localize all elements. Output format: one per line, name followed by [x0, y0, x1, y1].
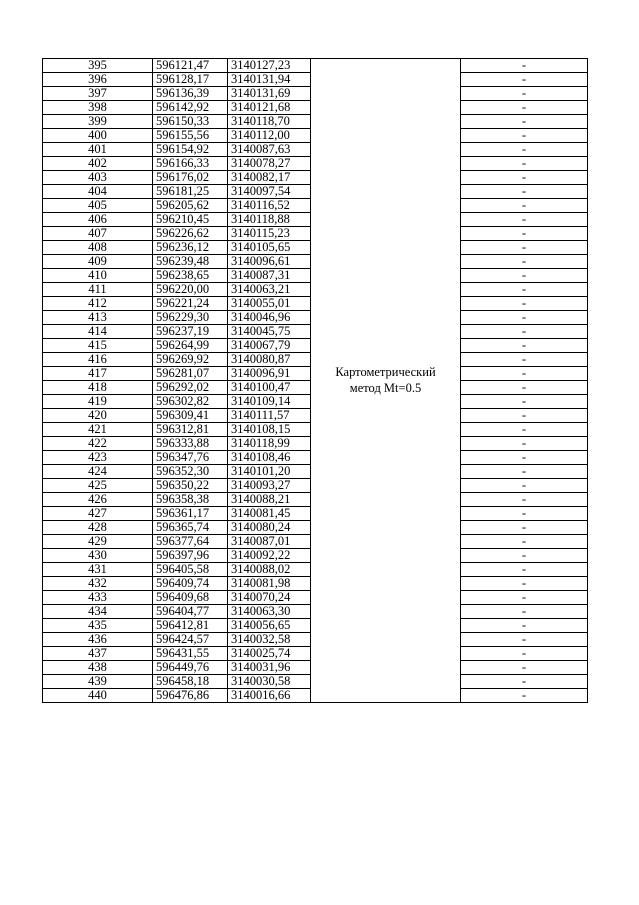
- accuracy-cell: -: [461, 269, 588, 283]
- x-coordinate-cell: 596352,30: [153, 465, 228, 479]
- y-coordinate-cell: 3140088,02: [228, 563, 311, 577]
- accuracy-cell: -: [461, 171, 588, 185]
- y-coordinate-cell: 3140087,01: [228, 535, 311, 549]
- x-coordinate-cell: 596333,88: [153, 437, 228, 451]
- x-coordinate-cell: 596281,07: [153, 367, 228, 381]
- y-coordinate-cell: 3140025,74: [228, 647, 311, 661]
- point-number-cell: 440: [43, 689, 153, 703]
- y-coordinate-cell: 3140108,15: [228, 423, 311, 437]
- x-coordinate-cell: 596154,92: [153, 143, 228, 157]
- point-number-cell: 404: [43, 185, 153, 199]
- accuracy-cell: -: [461, 437, 588, 451]
- point-number-cell: 407: [43, 227, 153, 241]
- accuracy-cell: -: [461, 311, 588, 325]
- point-number-cell: 405: [43, 199, 153, 213]
- y-coordinate-cell: 3140056,65: [228, 619, 311, 633]
- x-coordinate-cell: 596229,30: [153, 311, 228, 325]
- accuracy-cell: -: [461, 451, 588, 465]
- point-number-cell: 414: [43, 325, 153, 339]
- x-coordinate-cell: 596404,77: [153, 605, 228, 619]
- y-coordinate-cell: 3140055,01: [228, 297, 311, 311]
- point-number-cell: 406: [43, 213, 153, 227]
- x-coordinate-cell: 596166,33: [153, 157, 228, 171]
- y-coordinate-cell: 3140080,87: [228, 353, 311, 367]
- point-number-cell: 410: [43, 269, 153, 283]
- x-coordinate-cell: 596358,38: [153, 493, 228, 507]
- y-coordinate-cell: 3140063,21: [228, 283, 311, 297]
- accuracy-cell: -: [461, 339, 588, 353]
- x-coordinate-cell: 596237,19: [153, 325, 228, 339]
- x-coordinate-cell: 596238,65: [153, 269, 228, 283]
- accuracy-cell: -: [461, 563, 588, 577]
- accuracy-cell: -: [461, 423, 588, 437]
- accuracy-cell: -: [461, 157, 588, 171]
- accuracy-cell: -: [461, 115, 588, 129]
- point-number-cell: 432: [43, 577, 153, 591]
- accuracy-cell: -: [461, 353, 588, 367]
- point-number-cell: 434: [43, 605, 153, 619]
- accuracy-cell: -: [461, 633, 588, 647]
- accuracy-cell: -: [461, 129, 588, 143]
- accuracy-cell: -: [461, 59, 588, 73]
- accuracy-cell: -: [461, 395, 588, 409]
- y-coordinate-cell: 3140032,58: [228, 633, 311, 647]
- x-coordinate-cell: 596128,17: [153, 73, 228, 87]
- x-coordinate-cell: 596181,25: [153, 185, 228, 199]
- x-coordinate-cell: 596347,76: [153, 451, 228, 465]
- y-coordinate-cell: 3140105,65: [228, 241, 311, 255]
- y-coordinate-cell: 3140118,88: [228, 213, 311, 227]
- x-coordinate-cell: 596361,17: [153, 507, 228, 521]
- y-coordinate-cell: 3140127,23: [228, 59, 311, 73]
- point-number-cell: 419: [43, 395, 153, 409]
- y-coordinate-cell: 3140121,68: [228, 101, 311, 115]
- point-number-cell: 401: [43, 143, 153, 157]
- accuracy-cell: -: [461, 381, 588, 395]
- point-number-cell: 417: [43, 367, 153, 381]
- x-coordinate-cell: 596269,92: [153, 353, 228, 367]
- accuracy-cell: -: [461, 493, 588, 507]
- x-coordinate-cell: 596142,92: [153, 101, 228, 115]
- accuracy-cell: -: [461, 213, 588, 227]
- x-coordinate-cell: 596449,76: [153, 661, 228, 675]
- point-number-cell: 408: [43, 241, 153, 255]
- y-coordinate-cell: 3140067,79: [228, 339, 311, 353]
- x-coordinate-cell: 596239,48: [153, 255, 228, 269]
- point-number-cell: 403: [43, 171, 153, 185]
- y-coordinate-cell: 3140108,46: [228, 451, 311, 465]
- x-coordinate-cell: 596409,68: [153, 591, 228, 605]
- coordinates-table-body: [43, 59, 588, 703]
- point-number-cell: 399: [43, 115, 153, 129]
- x-coordinate-cell: 596264,99: [153, 339, 228, 353]
- y-coordinate-cell: 3140081,98: [228, 577, 311, 591]
- point-number-cell: 411: [43, 283, 153, 297]
- x-coordinate-cell: 596412,81: [153, 619, 228, 633]
- y-coordinate-cell: 3140080,24: [228, 521, 311, 535]
- x-coordinate-cell: 596205,62: [153, 199, 228, 213]
- point-number-cell: 422: [43, 437, 153, 451]
- accuracy-cell: -: [461, 605, 588, 619]
- y-coordinate-cell: 3140131,69: [228, 87, 311, 101]
- y-coordinate-cell: 3140116,52: [228, 199, 311, 213]
- accuracy-cell: -: [461, 409, 588, 423]
- accuracy-cell: -: [461, 549, 588, 563]
- y-coordinate-cell: 3140046,96: [228, 311, 311, 325]
- point-number-cell: 428: [43, 521, 153, 535]
- point-number-cell: 436: [43, 633, 153, 647]
- y-coordinate-cell: 3140111,57: [228, 409, 311, 423]
- y-coordinate-cell: 3140118,99: [228, 437, 311, 451]
- coordinates-table: [42, 58, 588, 703]
- y-coordinate-cell: 3140016,66: [228, 689, 311, 703]
- accuracy-cell: -: [461, 521, 588, 535]
- y-coordinate-cell: 3140063,30: [228, 605, 311, 619]
- point-number-cell: 418: [43, 381, 153, 395]
- accuracy-cell: -: [461, 577, 588, 591]
- accuracy-cell: -: [461, 367, 588, 381]
- point-number-cell: 395: [43, 59, 153, 73]
- accuracy-cell: -: [461, 507, 588, 521]
- accuracy-cell: -: [461, 297, 588, 311]
- accuracy-cell: -: [461, 143, 588, 157]
- x-coordinate-cell: 596424,57: [153, 633, 228, 647]
- x-coordinate-cell: 596210,45: [153, 213, 228, 227]
- y-coordinate-cell: 3140115,23: [228, 227, 311, 241]
- point-number-cell: 420: [43, 409, 153, 423]
- accuracy-cell: -: [461, 689, 588, 703]
- x-coordinate-cell: 596155,56: [153, 129, 228, 143]
- point-number-cell: 429: [43, 535, 153, 549]
- y-coordinate-cell: 3140030,58: [228, 675, 311, 689]
- method-line-2: метод Mt=0.5: [349, 380, 422, 395]
- x-coordinate-cell: 596220,00: [153, 283, 228, 297]
- x-coordinate-cell: 596431,55: [153, 647, 228, 661]
- y-coordinate-cell: 3140097,54: [228, 185, 311, 199]
- point-number-cell: 425: [43, 479, 153, 493]
- x-coordinate-cell: 596150,33: [153, 115, 228, 129]
- accuracy-cell: -: [461, 675, 588, 689]
- y-coordinate-cell: 3140118,70: [228, 115, 311, 129]
- accuracy-cell: -: [461, 101, 588, 115]
- x-coordinate-cell: 596350,22: [153, 479, 228, 493]
- point-number-cell: 427: [43, 507, 153, 521]
- method-cell: [311, 59, 461, 703]
- y-coordinate-cell: 3140109,14: [228, 395, 311, 409]
- point-number-cell: 438: [43, 661, 153, 675]
- point-number-cell: 416: [43, 353, 153, 367]
- y-coordinate-cell: 3140096,61: [228, 255, 311, 269]
- accuracy-cell: -: [461, 87, 588, 101]
- accuracy-cell: -: [461, 661, 588, 675]
- x-coordinate-cell: 596292,02: [153, 381, 228, 395]
- point-number-cell: 412: [43, 297, 153, 311]
- accuracy-cell: -: [461, 199, 588, 213]
- x-coordinate-cell: 596397,96: [153, 549, 228, 563]
- accuracy-cell: -: [461, 479, 588, 493]
- x-coordinate-cell: 596409,74: [153, 577, 228, 591]
- y-coordinate-cell: 3140070,24: [228, 591, 311, 605]
- x-coordinate-cell: 596365,74: [153, 521, 228, 535]
- x-coordinate-cell: 596221,24: [153, 297, 228, 311]
- y-coordinate-cell: 3140101,20: [228, 465, 311, 479]
- y-coordinate-cell: 3140087,31: [228, 269, 311, 283]
- y-coordinate-cell: 3140112,00: [228, 129, 311, 143]
- point-number-cell: 426: [43, 493, 153, 507]
- y-coordinate-cell: 3140088,21: [228, 493, 311, 507]
- x-coordinate-cell: 596458,18: [153, 675, 228, 689]
- accuracy-cell: -: [461, 241, 588, 255]
- accuracy-cell: -: [461, 591, 588, 605]
- y-coordinate-cell: 3140081,45: [228, 507, 311, 521]
- y-coordinate-cell: 3140092,22: [228, 549, 311, 563]
- x-coordinate-cell: 596377,64: [153, 535, 228, 549]
- accuracy-cell: -: [461, 465, 588, 479]
- point-number-cell: 439: [43, 675, 153, 689]
- point-number-cell: 396: [43, 73, 153, 87]
- x-coordinate-cell: 596176,02: [153, 171, 228, 185]
- y-coordinate-cell: 3140087,63: [228, 143, 311, 157]
- x-coordinate-cell: 596136,39: [153, 87, 228, 101]
- x-coordinate-cell: 596476,86: [153, 689, 228, 703]
- y-coordinate-cell: 3140100,47: [228, 381, 311, 395]
- accuracy-cell: -: [461, 73, 588, 87]
- y-coordinate-cell: 3140045,75: [228, 325, 311, 339]
- point-number-cell: 424: [43, 465, 153, 479]
- x-coordinate-cell: 596226,62: [153, 227, 228, 241]
- accuracy-cell: -: [461, 647, 588, 661]
- point-number-cell: 431: [43, 563, 153, 577]
- y-coordinate-cell: 3140093,27: [228, 479, 311, 493]
- accuracy-cell: -: [461, 325, 588, 339]
- accuracy-cell: -: [461, 185, 588, 199]
- accuracy-cell: -: [461, 227, 588, 241]
- y-coordinate-cell: 3140131,94: [228, 73, 311, 87]
- x-coordinate-cell: 596405,58: [153, 563, 228, 577]
- point-number-cell: 402: [43, 157, 153, 171]
- point-number-cell: 423: [43, 451, 153, 465]
- x-coordinate-cell: 596312,81: [153, 423, 228, 437]
- y-coordinate-cell: 3140096,91: [228, 367, 311, 381]
- point-number-cell: 397: [43, 87, 153, 101]
- point-number-cell: 413: [43, 311, 153, 325]
- point-number-cell: 398: [43, 101, 153, 115]
- x-coordinate-cell: 596121,47: [153, 59, 228, 73]
- point-number-cell: 437: [43, 647, 153, 661]
- accuracy-cell: -: [461, 283, 588, 297]
- accuracy-cell: -: [461, 255, 588, 269]
- point-number-cell: 415: [43, 339, 153, 353]
- accuracy-cell: -: [461, 535, 588, 549]
- method-line-1: Картометрический: [335, 364, 436, 379]
- y-coordinate-cell: 3140082,17: [228, 171, 311, 185]
- point-number-cell: 400: [43, 129, 153, 143]
- accuracy-cell: -: [461, 619, 588, 633]
- x-coordinate-cell: 596236,12: [153, 241, 228, 255]
- point-number-cell: 433: [43, 591, 153, 605]
- point-number-cell: 430: [43, 549, 153, 563]
- table-row: [43, 59, 588, 73]
- x-coordinate-cell: 596302,82: [153, 395, 228, 409]
- point-number-cell: 435: [43, 619, 153, 633]
- point-number-cell: 421: [43, 423, 153, 437]
- point-number-cell: 409: [43, 255, 153, 269]
- y-coordinate-cell: 3140078,27: [228, 157, 311, 171]
- y-coordinate-cell: 3140031,96: [228, 661, 311, 675]
- x-coordinate-cell: 596309,41: [153, 409, 228, 423]
